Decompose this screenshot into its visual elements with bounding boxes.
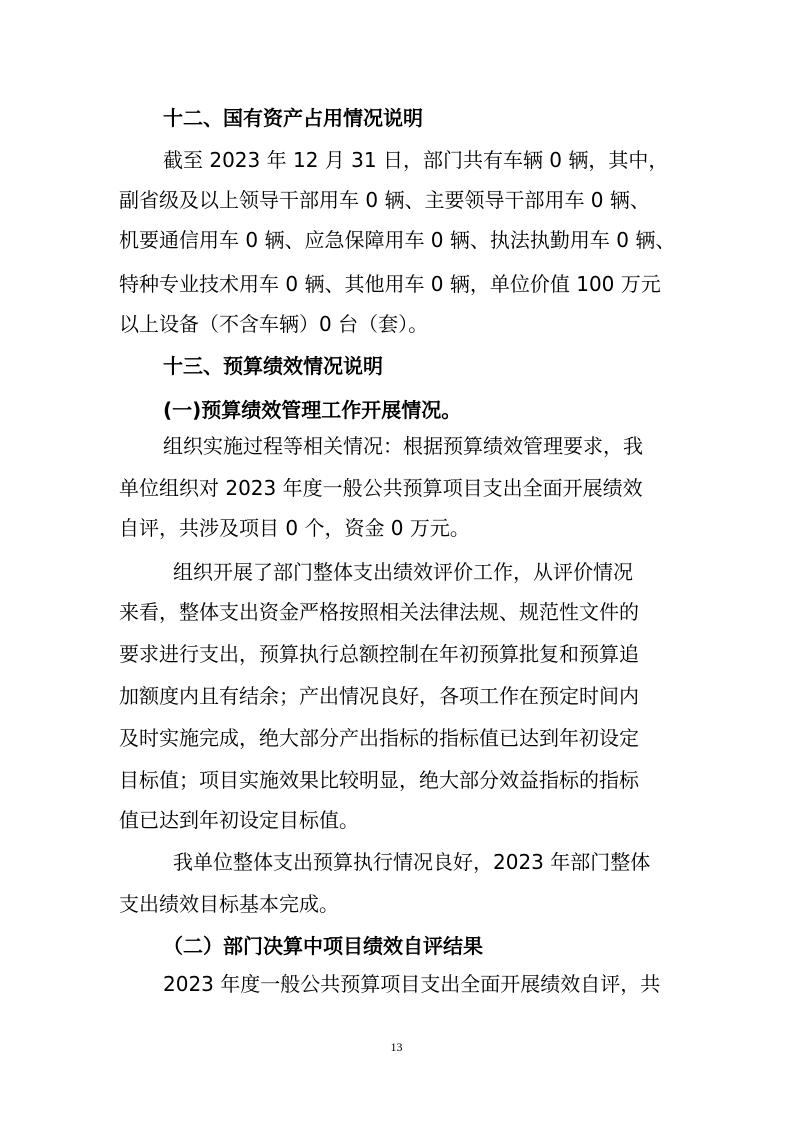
subsection-1-paragraph-line: 目标值；项目实施效果比较明显，绝大部分效益指标的指标 — [119, 768, 639, 792]
section-12-paragraph-line: 机要通信用车 0 辆、应急保障用车 0 辆、执法执勤用车 0 辆、 — [119, 228, 676, 252]
subsection-1-paragraph-line: 组织开展了部门整体支出绩效评价工作，从评价情况 — [173, 560, 633, 584]
subsection-1-heading: (一)预算绩效管理工作开展情况。 — [163, 398, 462, 422]
subsection-2-paragraph-line: 2023 年度一般公共预算项目支出全面开展绩效自评，共 — [163, 972, 661, 996]
subsection-1-paragraph-line: 及时实施完成，绝大部分产出指标的指标值已达到年初设定 — [119, 726, 639, 750]
subsection-1-paragraph-line: 来看，整体支出资金严格按照相关法律法规、规范性文件的 — [119, 600, 639, 624]
subsection-1-paragraph-line: 我单位整体支出预算执行情况良好，2023 年部门整体 — [173, 850, 651, 874]
section-12-paragraph-line: 副省级及以上领导干部用车 0 辆、主要领导干部用车 0 辆、 — [119, 188, 650, 212]
subsection-1-paragraph-line: 加额度内且有结余；产出情况良好，各项工作在预定时间内 — [119, 684, 639, 708]
section-12-paragraph-line: 特种专业技术用车 0 辆、其他用车 0 辆，单位价值 100 万元 — [119, 272, 661, 296]
subsection-1-paragraph-line: 要求进行支出，预算执行总额控制在年初预算批复和预算追 — [119, 642, 639, 666]
page-number: 13 — [390, 1040, 403, 1054]
subsection-1-paragraph-line: 组织实施过程等相关情况：根据预算绩效管理要求，我 — [163, 434, 643, 458]
subsection-1-paragraph-line: 值已达到年初设定目标值。 — [119, 808, 359, 832]
subsection-1-paragraph-line: 单位组织对 2023 年度一般公共预算项目支出全面开展绩效 — [119, 476, 643, 500]
subsection-1-paragraph-line: 自评，共涉及项目 0 个，资金 0 万元。 — [119, 516, 470, 540]
subsection-2-heading: （二）部门决算中项目绩效自评结果 — [163, 934, 483, 958]
section-12-paragraph-line: 以上设备（不含车辆）0 台（套）。 — [119, 312, 429, 336]
section-12-paragraph-line: 截至 2023 年 12 月 31 日，部门共有车辆 0 辆，其中， — [163, 148, 669, 172]
subsection-1-paragraph-line: 支出绩效目标基本完成。 — [119, 892, 339, 916]
section-13-heading: 十三、预算绩效情况说明 — [163, 354, 383, 378]
section-12-heading: 十二、国有资产占用情况说明 — [163, 106, 423, 130]
